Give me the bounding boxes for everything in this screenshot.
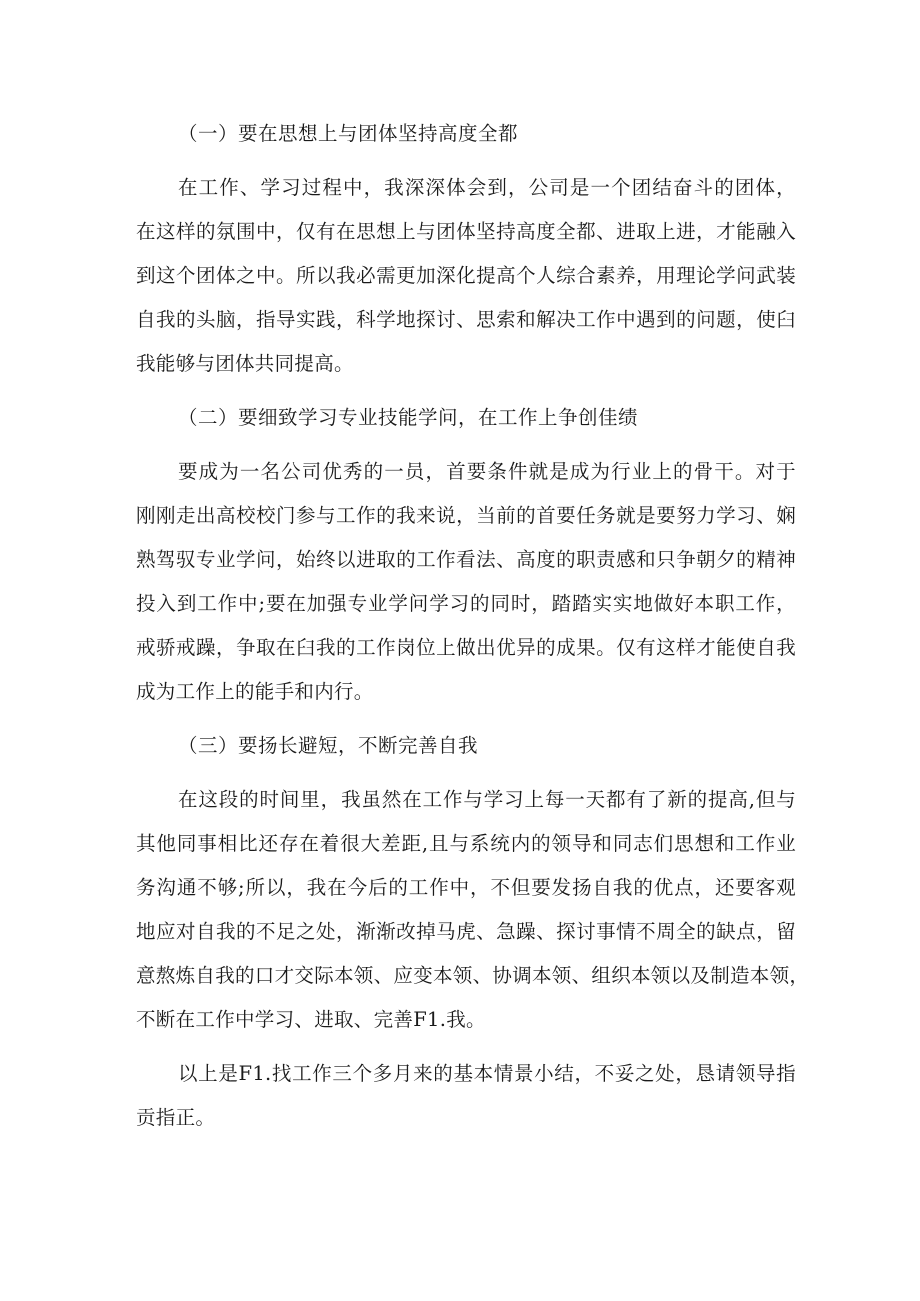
- paragraph-line: 要成为一名公司优秀的一员，首要条件就是成为行业上的骨干。对于: [178, 460, 796, 483]
- section-paragraph-3: [136, 778, 810, 1042]
- paragraph-line: 其他同事相比还存在着很大差距,且与系统内的领导和同志们思想和工作业: [136, 832, 796, 855]
- paragraph-line: 自我的头脑，指导实践，科学地探讨、思索和解决工作中遇到的问题，使臼: [136, 308, 796, 331]
- paragraph-line: 意熬炼自我的口才交际本领、应变本领、协调本领、组织本领以及制造本领，: [136, 964, 810, 987]
- paragraph-line: 成为工作上的能手和内行。: [136, 680, 374, 703]
- section-paragraph-2: [136, 450, 796, 714]
- section-heading-1: （一）要在思想上与团体坚持高度全都: [178, 122, 519, 145]
- paragraph-line: 在这段的时间里，我虽然在工作与学习上每一天都有了新的提高,但与: [178, 788, 796, 811]
- document-body: [136, 112, 810, 1150]
- paragraph-line: 戒骄戒躁，争取在臼我的工作岗位上做出优异的成果。仅有这样才能使自我: [136, 636, 796, 659]
- section-heading-2: （二）要细致学习专业技能学问，在工作上争创佳绩: [178, 406, 639, 429]
- paragraph-line: 不断在工作中学习、进取、完善F1.我。: [136, 1008, 486, 1031]
- closing-paragraph: [136, 1052, 796, 1140]
- paragraph-line: 熟驾驭专业学问，始终以进取的工作看法、高度的职责感和只争朝夕的精神: [136, 548, 796, 571]
- paragraph-line: 刚刚走出高校校门参与工作的我来说，当前的首要任务就是要努力学习、娴: [136, 504, 796, 527]
- paragraph-line: 到这个团体之中。所以我必需更加深化提高个人综合素养，用理论学问武装: [136, 264, 796, 287]
- section-paragraph-1: [136, 166, 796, 386]
- paragraph-line: 贡指正。: [136, 1106, 216, 1129]
- paragraph-line: 以上是F1.找工作三个多月来的基本情景小结，不妥之处，恳请领导指: [178, 1062, 796, 1085]
- paragraph-line: 在这样的氛围中，仅有在思想上与团体坚持高度全都、进取上进，才能融入: [136, 220, 796, 243]
- paragraph-line: 投入到工作中;要在加强专业学问学习的同时，踏踏实实地做好本职工作，: [136, 592, 796, 615]
- paragraph-line: 在工作、学习过程中，我深深体会到，公司是一个团结奋斗的团体，: [178, 176, 796, 199]
- paragraph-line: 地应对自我的不足之处，渐渐改掉马虎、急躁、探讨事情不周全的缺点，留: [136, 920, 796, 943]
- paragraph-line: 我能够与团体共同提高。: [136, 352, 354, 375]
- paragraph-line: 务沟通不够;所以，我在今后的工作中，不但要发扬自我的优点，还要客观: [136, 876, 796, 899]
- section-heading-3: （三）要扬长避短，不断完善自我: [178, 734, 479, 757]
